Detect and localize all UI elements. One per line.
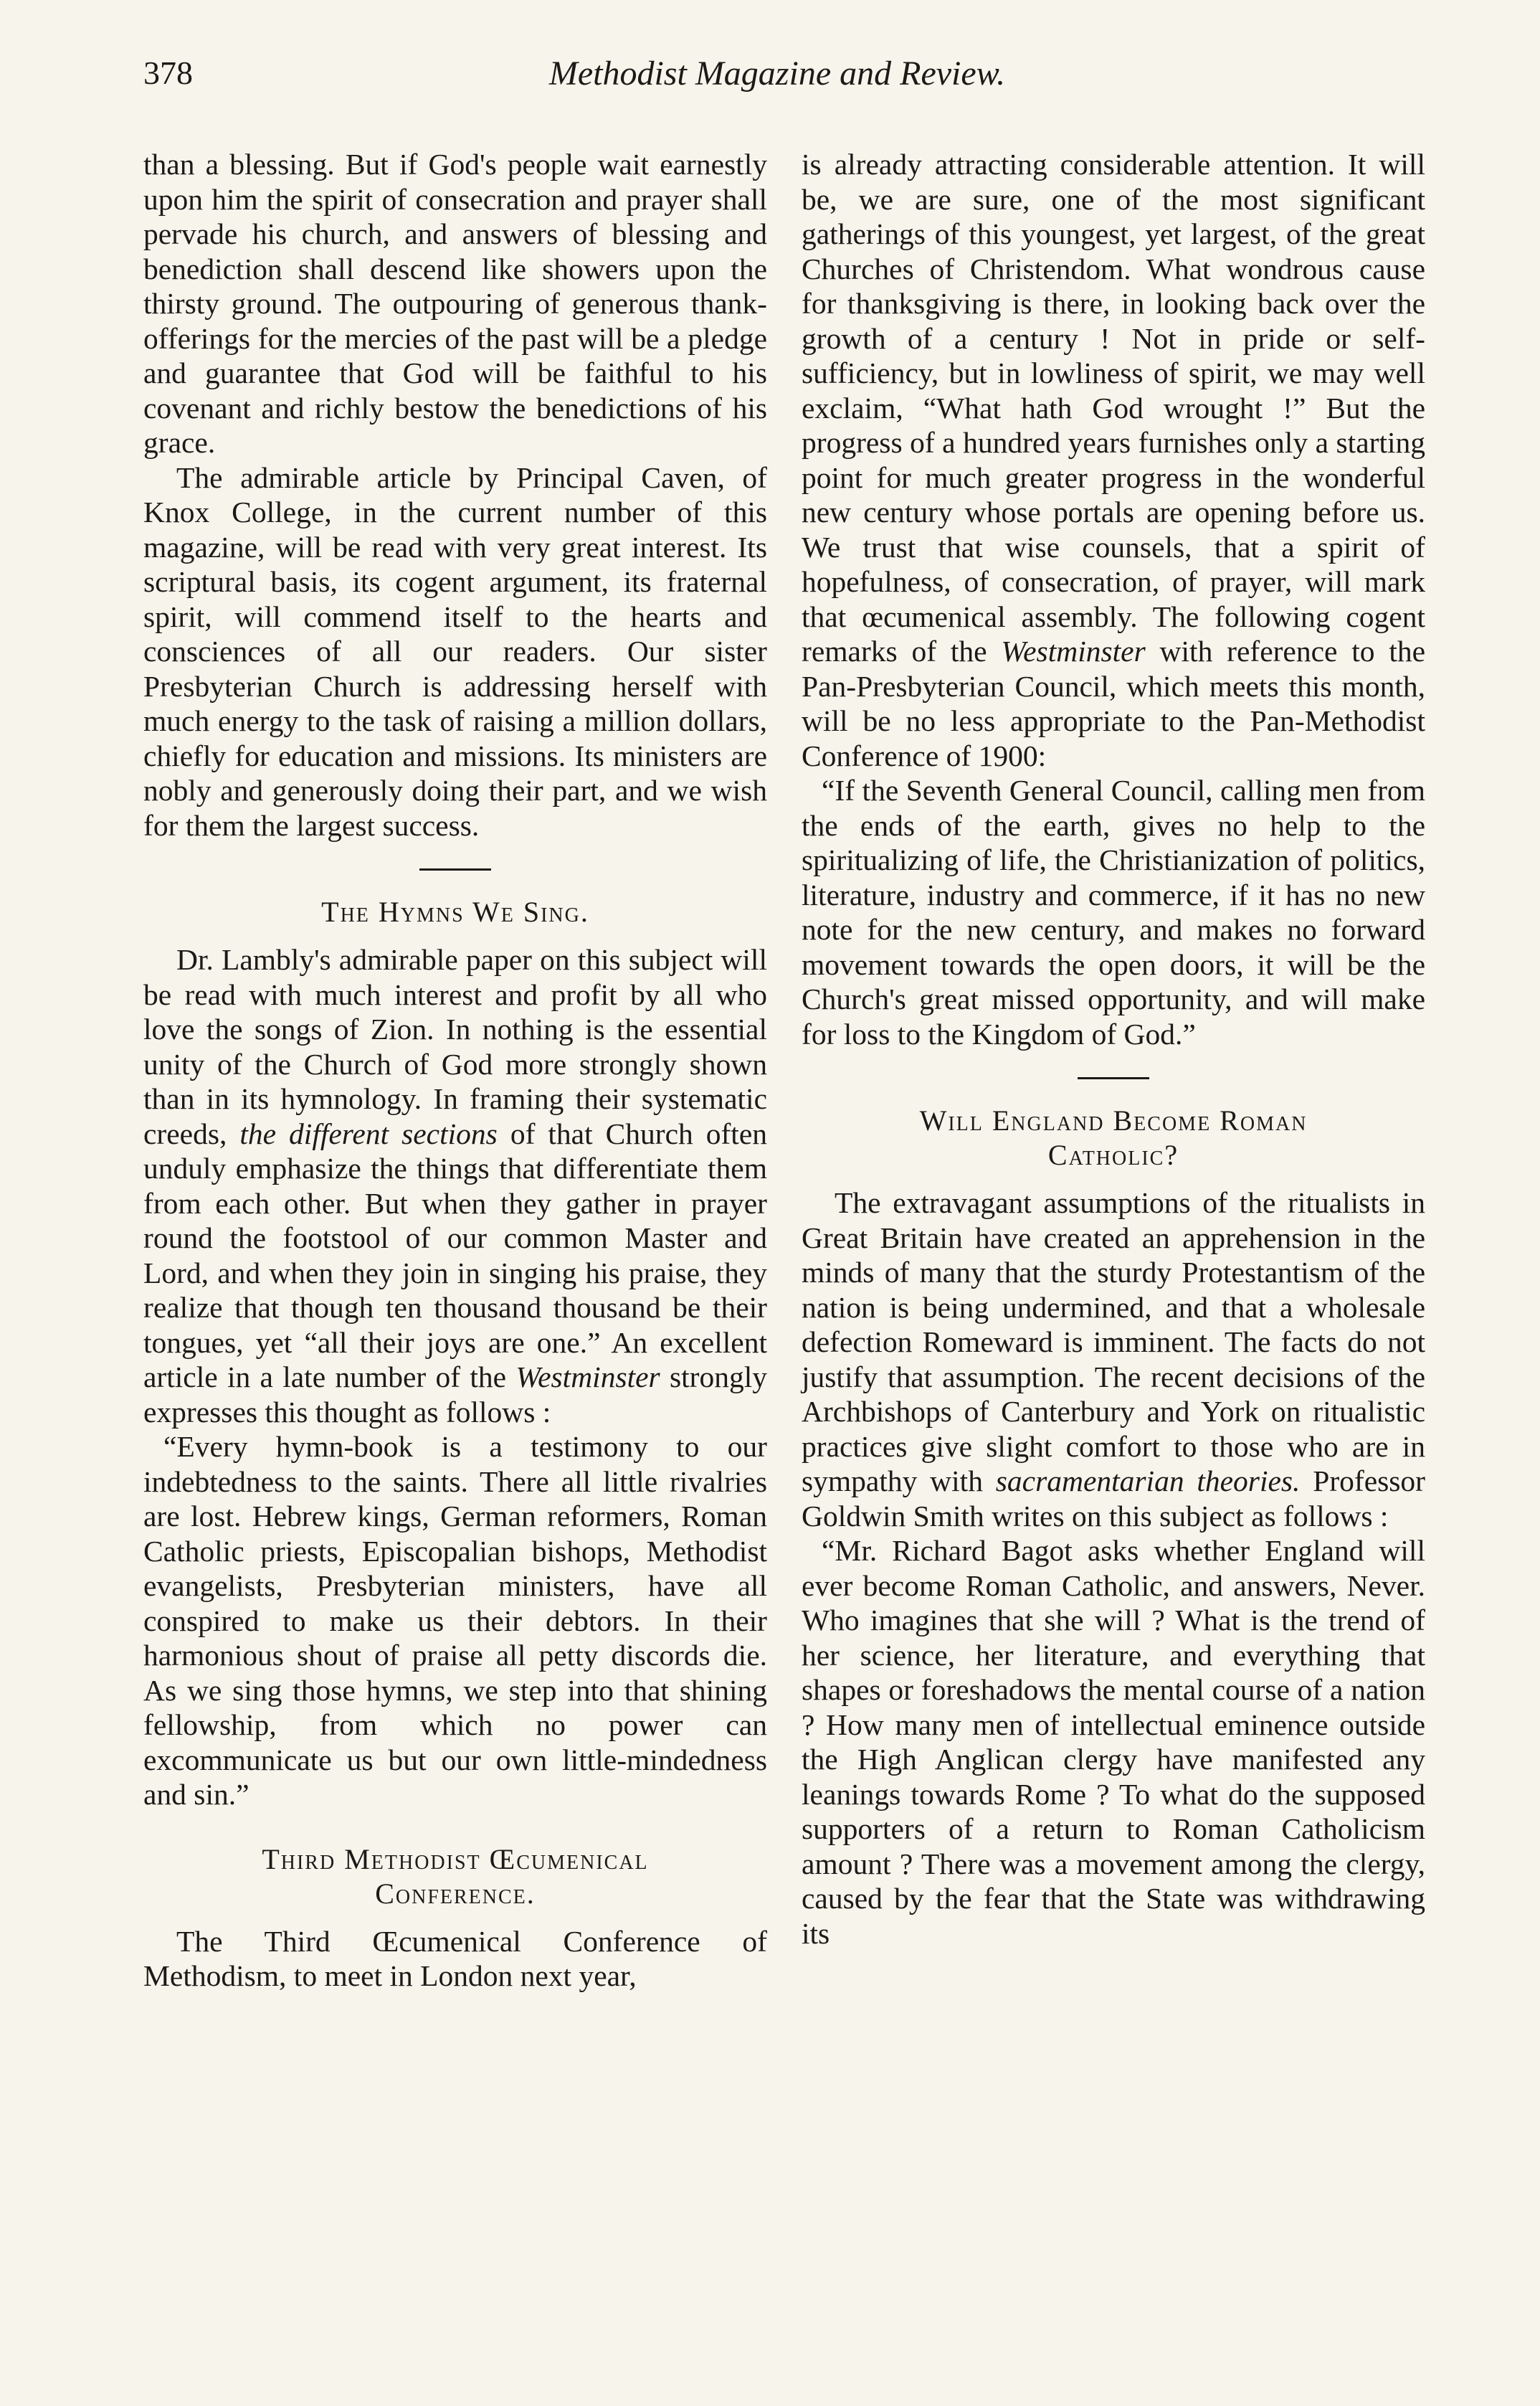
paragraph-ritualists-text-a: The extravagant assumptions of the ritualists in Great Britain have created an apprehension in the minds of many that the sturdy Protestantism of the nation is being undermined, and that a wholesale defection Romeward is imminent. The facts do not justify that assumption. The recent decisions of the Archbishops of Canterbury and York on ritualistic practices give slight comfort to those who are in sympathy with <box>802 1186 1425 1497</box>
westminster-italic: Westminster <box>1001 635 1146 668</box>
paragraph-hymns-text-a: Dr. Lambly's admirable paper on this subject will be read with much interest and profit by all who love the songs of Zion. In nothing is the essential unity of the Church of God more strongly shown than in its hymnology. In framing their systematic creeds, <box>143 943 767 1150</box>
running-head <box>143 54 1411 111</box>
paragraph-hymns-text-c: of that Church often unduly emphasize the things that differentiate them from each other. But when they gather in prayer round the footstool of our common Master and Lord, and when they join in singing his praise, they realize that though ten thousand thousand be their tongues, yet “all their joys are one.” An excellent article in a late number of the <box>143 1117 768 1393</box>
paragraph-principal-caven: The admirable article by Principal Caven, of Knox College, in the current number of this magazine, will be read with very great interest. Its scriptural basis, its cogent argument, its fraternal spirit, will commend itself to the hearts and consciences of all our readers. Our sister Presbyterian Church is addressing herself with much energy to the task of raising a million dollars, chiefly for education and missions. Its ministers are nobly and generously doing their part, and we wish for them the largest success. <box>143 460 767 842</box>
running-title: Methodist Magazine and Review. <box>548 55 1006 93</box>
sacramentarian-italic: sacramentarian theories. <box>995 1464 1301 1497</box>
quote-richard-bagot: “Mr. Richard Bagot asks whether England will ever become Roman Catholic, and answers, Never. Who imagines that she will ? What is the trend of her science, her literature, and everything that shapes or foreshadows the mental course of a nation ? How many men of intellectual eminence outside the High Anglican clergy have manifested any leanings towards Rome ? To what do the supposed supporters of a return to Roman Catholicism amount ? There was a movement among the clergy, caused by the fear that the State was withdrawing its <box>802 1534 1425 1950</box>
quote-seventh-council: “If the Seventh General Council, calling men from the ends of the earth, gives no help to the spiritualizing of life, the Christianization of politics, literature, industry and commerce, if it has no new note for the new century, and makes no forward movement towards the open doors, it will be the Church's great missed opportunity, and will make for loss to the Kingdom of God.” <box>802 774 1425 1051</box>
paragraph-conference-continued <box>802 147 1425 773</box>
heading-oecumenical-conference <box>143 1842 767 1911</box>
page-number: 378 <box>143 55 193 91</box>
heading-oecumenical-line2: Conference. <box>375 1877 536 1910</box>
quote-hymn-book: “Every hymn-book is a testimony to our indebtedness to the saints. There all little rivalries are lost. Hebrew kings, German reformers, Roman Catholic priests, Episcopalian bishops, Methodist evangelists, Presbyterian ministers, have all conspired to make us their debtors. In their harmonious shout of praise all petty discords die. As we sing those hymns, we step into that shining fellowship, from which no power can excommunicate us but our own little-mindedness and sin.” <box>143 1430 767 1811</box>
westminster-italic: Westminster <box>515 1360 660 1393</box>
paragraph-conference-text-a: is already attracting considerable attention. It will be, we are sure, one of the most significant gatherings of this youngest, yet largest, of the great Churches of Christendom. What wondrous cause for thanksgiving is there, in looking back over the growth of a century ! Not in pride or self-sufficiency, but in lowliness of spirit, we may well exclaim, “What hath God wrought !” But the progress of a hundred years furnishes only a starting point for much greater progress in the wonderful new century whose portals are opening before us. We trust that wise counsels, that a spirit of hopefulness, of consecration, of prayer, will mark that œcumenical assembly. The following cogent remarks of the <box>802 148 1425 668</box>
heading-hymns-we-sing: The Hymns We Sing. <box>321 896 589 928</box>
heading-england-line2: Catholic? <box>1047 1139 1179 1171</box>
paragraph-blessing: than a blessing. But if God's people wait earnestly upon him the spirit of consecration and prayer shall pervade his church, and answers of blessing and benediction shall descend like showers upon the thirsty ground. The outpouring of generous thank-offerings for the mercies of the past will be a pledge and guarantee that God will be faithful to his covenant and richly bestow the benedictions of his grace. <box>143 148 767 459</box>
section-divider <box>419 868 491 871</box>
paragraph-ritualists-text-b: Professor Goldwin Smith writes on this subject as follows : <box>802 1464 1425 1533</box>
paragraph-hymns-text-d: strongly expresses this thought as follows : <box>143 1360 768 1429</box>
heading-will-england <box>802 1104 1425 1173</box>
left-column <box>143 147 767 1994</box>
paragraph-hymns <box>143 942 767 1429</box>
heading-oecumenical-line1: Third Methodist Œcumenical <box>262 1842 649 1875</box>
section-divider <box>1078 1077 1149 1079</box>
heading-england-line1: Will England Become Roman <box>919 1104 1308 1137</box>
paragraph-oecumenical: The Third Œcumenical Conference of Methodism, to meet in London next year, <box>143 1924 767 1992</box>
paragraph-ritualists <box>802 1185 1425 1533</box>
right-column <box>802 147 1425 1951</box>
paragraph-conference-text-b: with reference to the Pan-Presbyterian Council, which meets this month, will be no less appropriate to the Pan-Methodist Conference of 1900: <box>802 635 1426 772</box>
paragraph-hymns-italic: the different sections <box>239 1117 498 1150</box>
